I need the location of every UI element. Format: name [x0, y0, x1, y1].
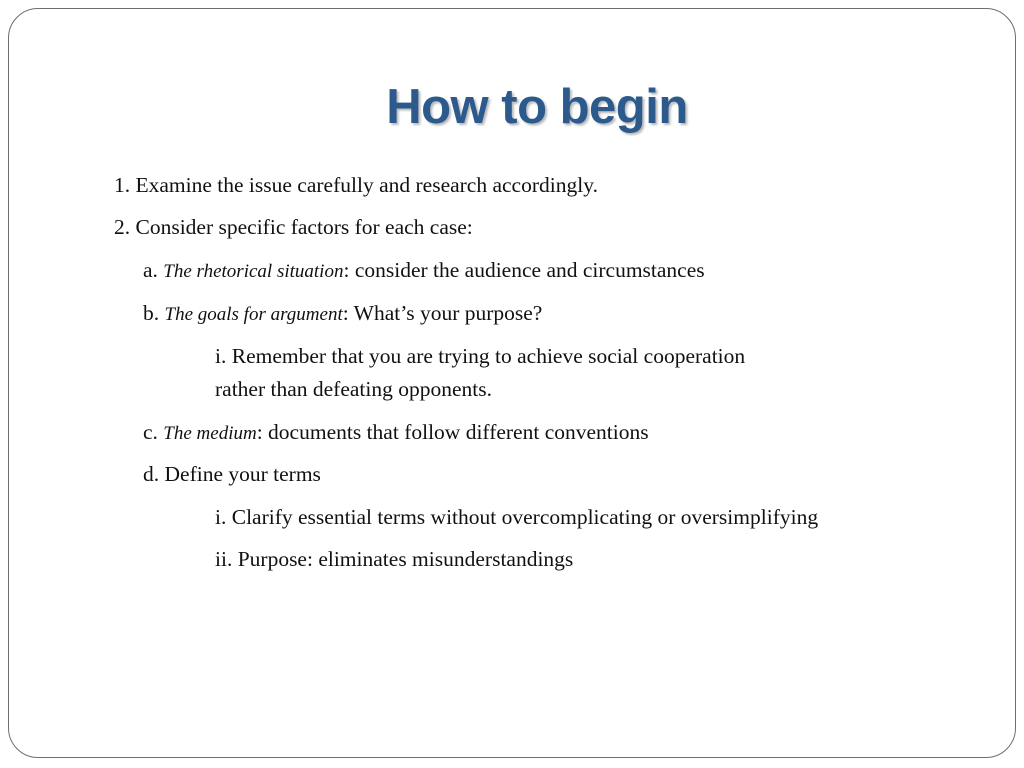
subitem-b-i-line1: i. Remember that you are trying to achieve social cooperation	[215, 344, 746, 368]
slide-title: How to begin	[386, 80, 688, 134]
subitem-d: d. Define your terms	[143, 462, 321, 486]
subitem-c-term: The medium	[163, 423, 257, 444]
subitem-c	[143, 422, 649, 444]
subitem-d-i: i. Clarify essential terms without overcomplicating or oversimplifying	[215, 505, 819, 529]
list-item-2: 2. Consider specific factors for each case:	[114, 215, 473, 239]
subitem-b-prefix: b.	[143, 301, 165, 325]
subitem-d-ii: ii. Purpose: eliminates misunderstandings	[215, 547, 574, 571]
subitem-b-term: The goals for argument	[164, 304, 343, 325]
subitem-a-text: : consider the audience and circumstances	[343, 258, 705, 282]
subitem-b	[143, 303, 542, 325]
subitem-c-text: : documents that follow different conventions	[256, 420, 649, 444]
subitem-a-prefix: a.	[143, 258, 164, 282]
subitem-a	[143, 260, 705, 282]
subitem-a-term: The rhetorical situation	[163, 261, 344, 282]
subitem-b-i-line2: rather than defeating opponents.	[215, 377, 493, 401]
list-item-1: 1. Examine the issue carefully and research accordingly.	[114, 173, 598, 197]
subitem-c-prefix: c.	[143, 420, 164, 444]
subitem-b-text: : What’s your purpose?	[342, 301, 543, 325]
